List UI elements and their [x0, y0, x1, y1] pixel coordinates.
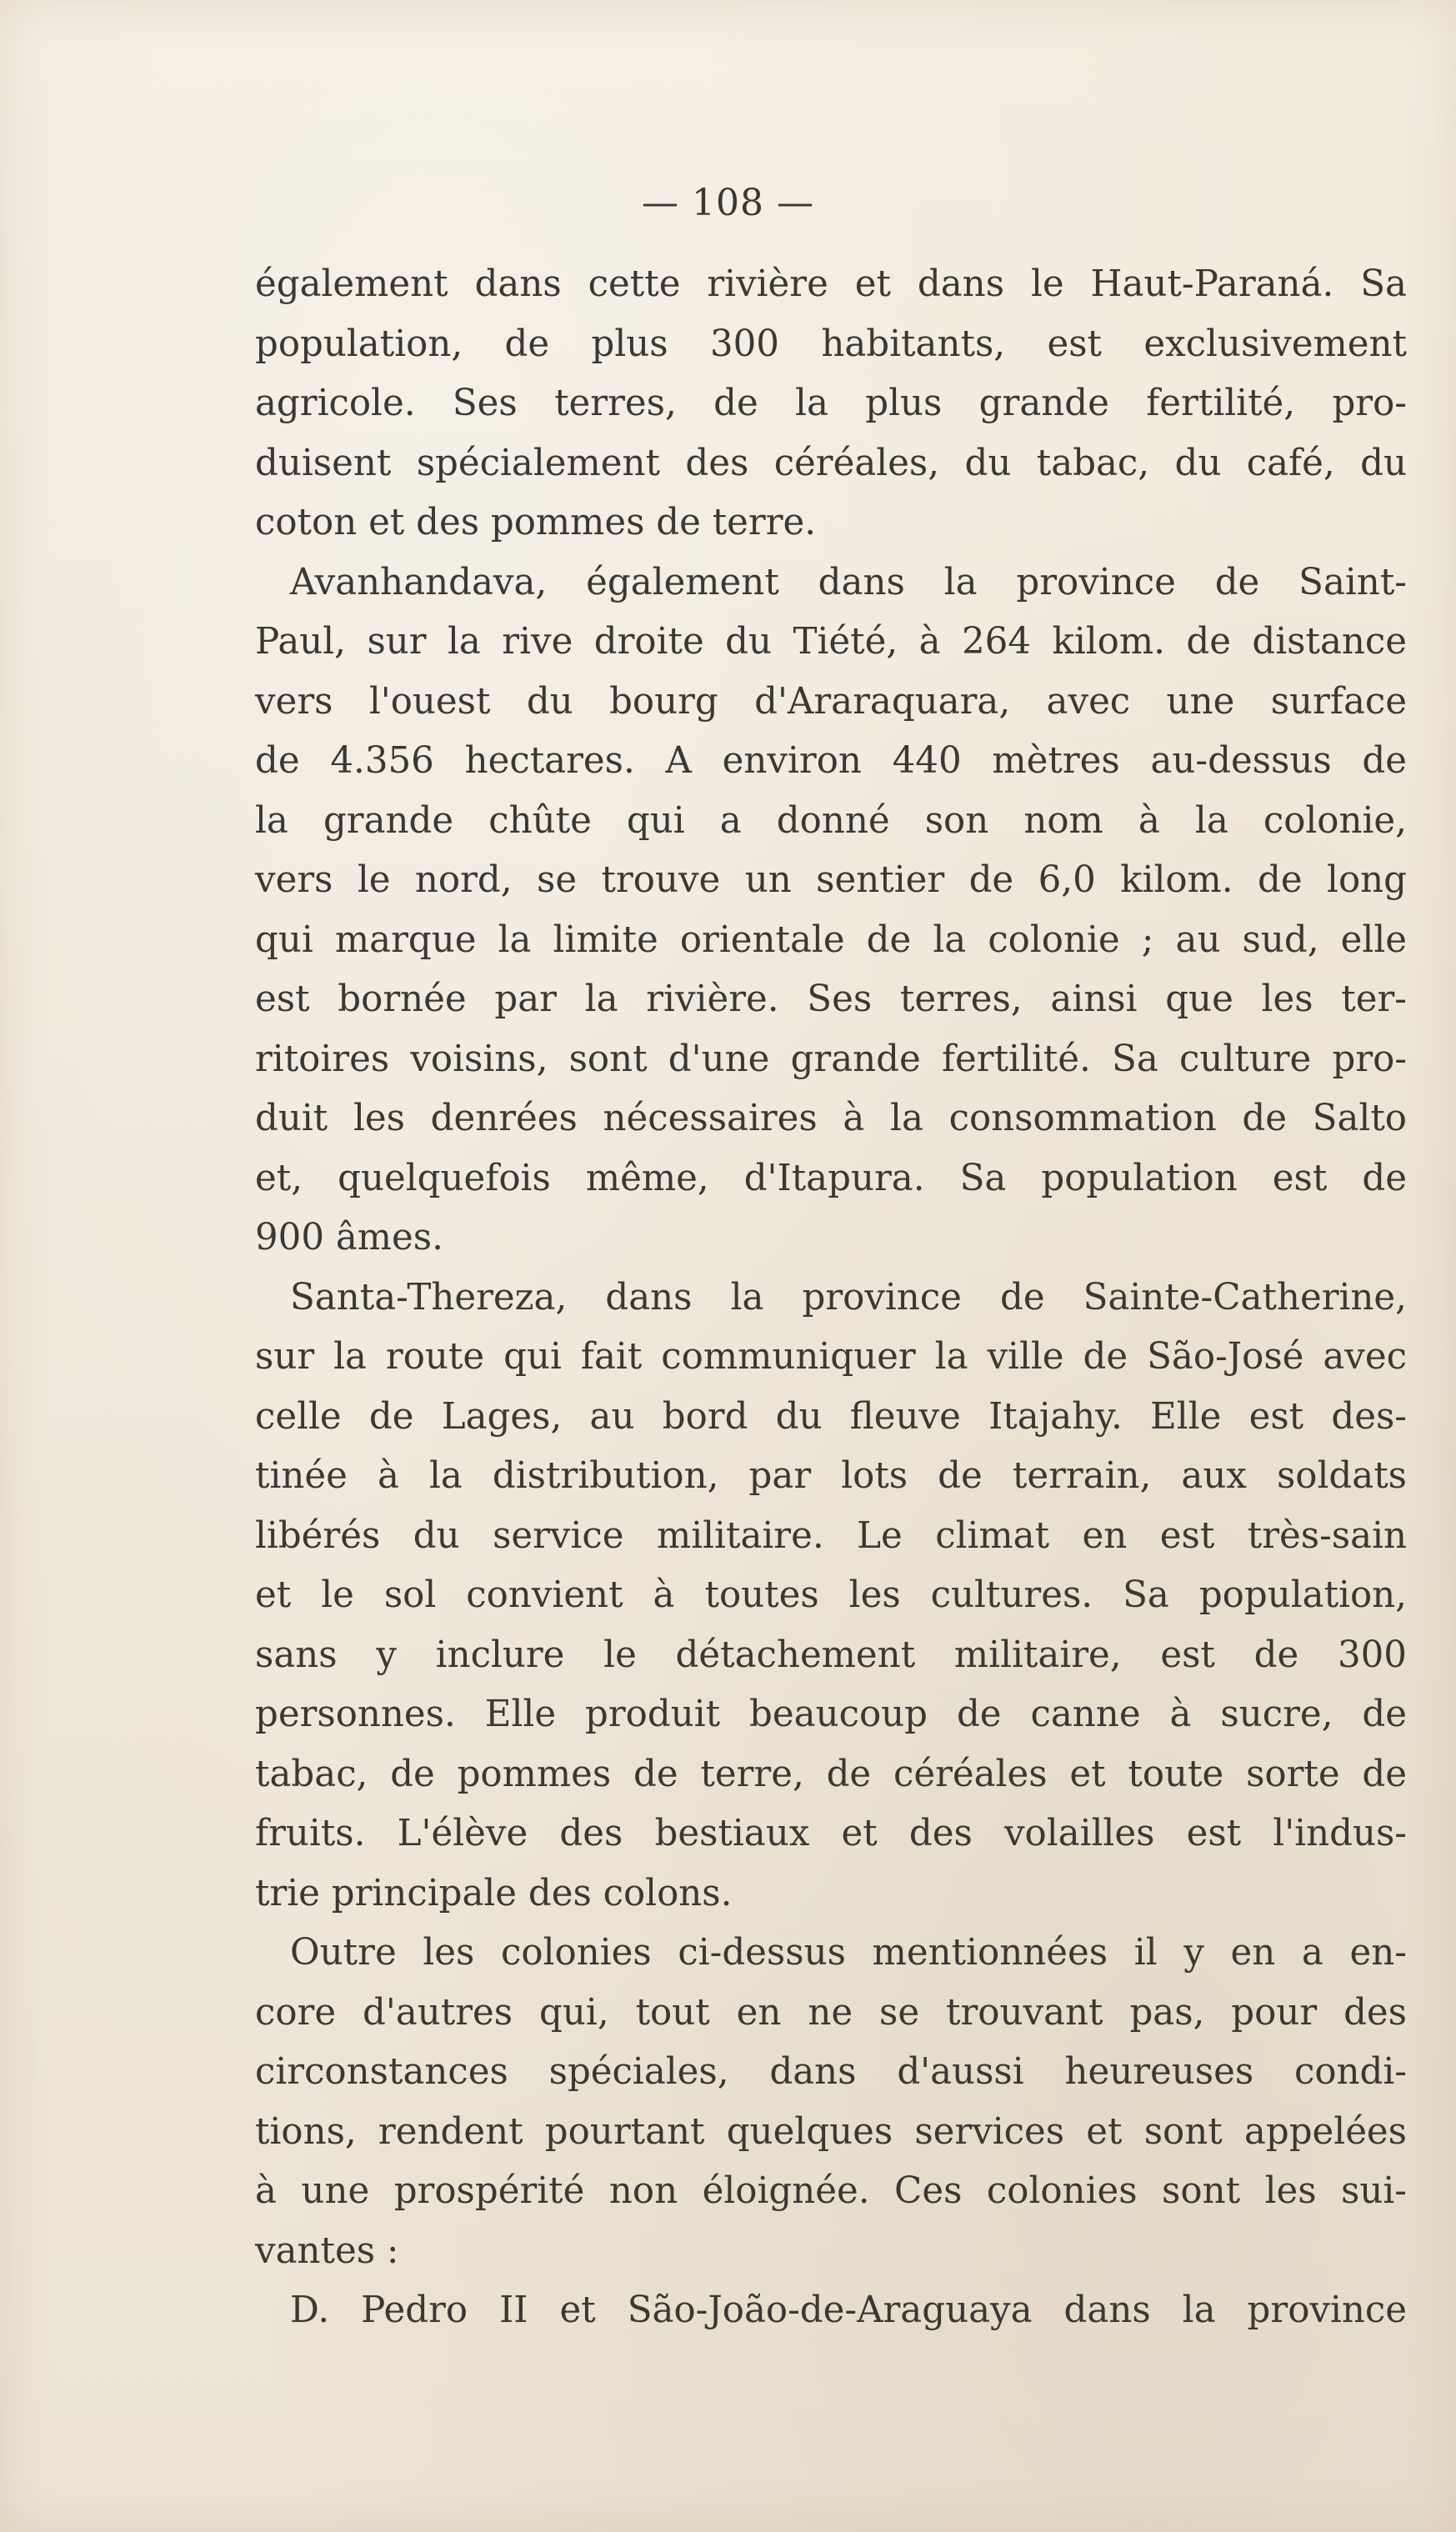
paragraph: [255, 553, 1407, 1269]
body-text: [255, 255, 1407, 2341]
text-line: Santa-Thereza, dans la province de Sainte-Catherine,: [290, 1276, 1407, 1319]
text-line: tions, rendent pourtant quelques services et sont appelées: [255, 2110, 1407, 2153]
text-line: core d'autres qui, tout en ne se trouvant pas, pour des: [255, 1991, 1407, 2034]
text-line: et, quelquefois même, d'Itapura. Sa population est de: [255, 1157, 1407, 1199]
text-line: également dans cette rivière et dans le Haut-Paraná. Sa: [255, 263, 1407, 305]
text-line: Avanhandava, également dans la province de Saint-: [290, 561, 1407, 603]
text-line: sans y inclure le détachement militaire, est de 300: [255, 1634, 1407, 1676]
paragraph: [255, 255, 1407, 553]
text-line: personnes. Elle produit beaucoup de canne à sucre, de: [255, 1694, 1407, 1735]
text-line: libérés du service militaire. Le climat en est très-sain: [255, 1514, 1407, 1557]
text-line: population, de plus 300 habitants, est exclusivement: [255, 323, 1407, 365]
text-line: tabac, de pommes de terre, de céréales et toute sorte de: [255, 1753, 1407, 1795]
paragraph: [255, 2281, 1407, 2341]
text-line: celle de Lages, au bord du fleuve Itajahy. Elle est des-: [255, 1395, 1407, 1438]
text-line: qui marque la limite orientale de la colonie ; au sud, elle: [255, 918, 1407, 961]
text-line: vers l'ouest du bourg d'Araraquara, avec une surface: [255, 680, 1407, 723]
page-number: — 108 —: [642, 182, 814, 224]
text-line: D. Pedro II et São-João-de-Araguaya dans la province: [290, 2289, 1407, 2331]
text-line: sur la route qui fait communiquer la ville de São-José avec: [255, 1336, 1407, 1378]
text-line: à une prospérité non éloignée. Ces colonies sont les sui-: [255, 2170, 1407, 2212]
text-line: trie principale des colons.: [255, 1872, 733, 1914]
text-line: Paul, sur la rive droite du Tiété, à 264 kilom. de distance: [255, 621, 1407, 663]
text-line: agricole. Ses terres, de la plus grande fertilité, pro-: [255, 383, 1407, 424]
text-line: est bornée par la rivière. Ses terres, ainsi que les ter-: [255, 978, 1407, 1020]
text-line: vers le nord, se trouve un sentier de 6,0 kilom. de long: [255, 859, 1407, 901]
text-line: coton et des pommes de terre.: [255, 502, 817, 543]
text-line: et le sol convient à toutes les cultures. Sa population,: [255, 1574, 1407, 1616]
text-line: duisent spécialement des céréales, du tabac, du café, du: [255, 442, 1407, 484]
paragraph: [255, 1924, 1407, 2281]
text-line: 900 âmes.: [255, 1217, 443, 1258]
text-line: de 4.356 hectares. A environ 440 mètres au-dessus de: [255, 740, 1407, 782]
text-line: fruits. L'élève des bestiaux et des volailles est l'indus-: [255, 1813, 1407, 1854]
text-line: circonstances spéciales, dans d'aussi heureuses condi-: [255, 2051, 1407, 2093]
text-line: tinée à la distribution, par lots de terrain, aux soldats: [255, 1455, 1407, 1497]
text-line: vantes :: [255, 2229, 399, 2272]
text-line: ritoires voisins, sont d'une grande fertilité. Sa culture pro-: [255, 1038, 1407, 1080]
text-line: Outre les colonies ci-dessus mentionnées il y en a en-: [290, 1932, 1407, 1974]
text-line: la grande chûte qui a donné son nom à la colonie,: [255, 799, 1407, 842]
paragraph: [255, 1269, 1407, 1924]
text-line: duit les denrées nécessaires à la consommation de Salto: [255, 1098, 1407, 1139]
